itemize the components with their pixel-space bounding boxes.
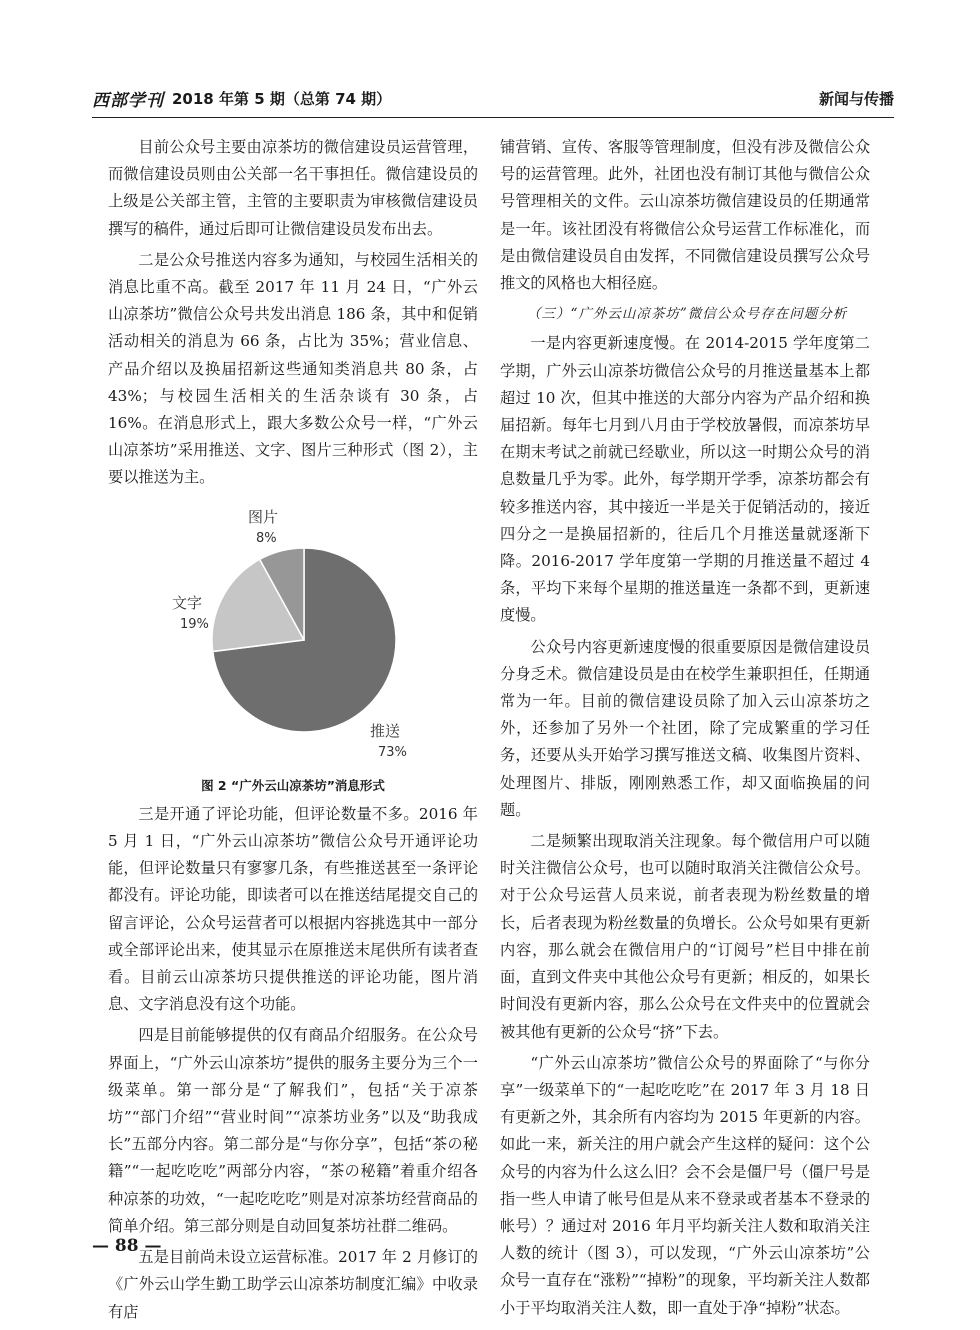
header-rule	[92, 117, 894, 118]
slice-label: 图片	[248, 507, 279, 526]
pie-slices	[212, 548, 396, 732]
paragraph: 五是目前尚未设立运营标准。2017 年 2 月修订的《广外云山学生勤工助学云山凉茶坊制度汇编》中收录有店	[108, 1248, 478, 1321]
slice-label: 文字	[172, 593, 203, 612]
paragraph: 一是内容更新速度慢。在 2014-2015 学年度第二学期，广外云山凉茶坊微信公众号的月推送量基本上都超过 10 次，但其中推送的大部分内容为产品介绍和换届招新。每年七月到八月由于学校放暑假，而凉茶坊早在期末考试之前就已经歇业，所以这一时期公众号的消息数量几乎为零。此外，每学期开学季，凉茶坊都会有较多推送内容，其中接近一半是关于促销活动的，接近四分之一是换届招新的，往后几个月推送量就逐渐下降。2016-2017 学年度第一学期的月推送量不超过 4 条，平均下来每个星期的推送量连一条都不到，更新速度慢。	[500, 334, 870, 625]
running-header	[92, 84, 894, 114]
left-column	[108, 134, 478, 1330]
section-subheading: （三）“广外云山凉茶坊”微信公众号存在问题分析	[527, 306, 848, 323]
journal-logo: 西部学刊	[92, 91, 164, 111]
paragraph: 二是频繁出现取消关注现象。每个微信用户可以随时关注微信公众号，也可以随时取消关注微信公众号。对于公众号运营人员来说，前者表现为粉丝数量的增长，后者表现为粉丝数量的负增长。公众号如果有更新内容，那么就会在微信用户的“订阅号”栏目中排在前面，直到文件夹中其他公众号有更新；相反的，如果长时间没有更新内容，那么公众号在文件夹中的位置就会被其他有更新的公众号“挤”下去。	[500, 832, 870, 1041]
slice-value-label: 19%	[180, 616, 209, 632]
figure-caption: 图 2 “广外云山凉茶坊”消息形式	[201, 777, 385, 793]
slice-label: 推送	[370, 721, 401, 740]
pie-chart	[108, 500, 478, 770]
paragraph: 三是开通了评论功能，但评论数量不多。2016 年 5 月 1 日，“广外云山凉茶坊”微信公众号开通评论功能，但评论数量只有寥寥几条，有些推送甚至一条评论都没有。评论功能，即读者可以在推送结尾提交自己的留言评论，公众号运营者可以根据内容挑选其中一部分或全部评论出来，使其显示在原推送末尾供所有读者查看。目前云山凉茶坊只提供推送的评论功能，图片消息、文字消息没有这个功能。	[108, 804, 478, 1014]
paragraph: 铺营销、宣传、客服等管理制度，但没有涉及微信公众号的运营管理。此外，社团也没有制订其他与微信公众号管理相关的文件。云山凉茶坊微信建设员的任期通常是一年。该社团没有将微信公众号运营工作标准化，而是由微信建设员自由发挥，不同微信建设员撰写公众号推文的风格也大相径庭。	[500, 138, 870, 293]
right-column	[500, 134, 870, 1326]
paragraph: “广外云山凉茶坊”微信公众号的界面除了“与你分享”一级菜单下的“一起吃吃吃”在 2017 年 3 月 18 日有更新之外，其余所有内容均为 2015 年更新的内容。如此一来，新关注的用户就会产生这样的疑问：这个公众号的内容为什么这么旧？会不会是僵尸号（僵尸号是指一些人申请了帐号但是从来不登录或者基本不登录的帐号）？通过对 2016 年月平均新关注人数和取消关注人数的统计（图 3），可以发现，“广外云山凉茶坊”公众号一直存在“涨粉”“掉粉”的现象，平均新关注人数都小于平均取消关注人数，即一直处于净“掉粉”状态。	[500, 1053, 870, 1317]
slice-value-label: 73%	[378, 744, 407, 760]
section-name: 新闻与传播	[818, 90, 894, 108]
paragraph: 公众号内容更新速度慢的很重要原因是微信建设员分身乏术。微信建设员是由在校学生兼职担任，任期通常为一年。目前的微信建设员除了加入云山凉茶坊之外，还参加了另外一个社团，除了完成繁重的学习任务，还要从头开始学习撰写推送文稿、收集图片资料、处理图片、排版，刚刚熟悉工作，却又面临换届的问题。	[500, 637, 870, 819]
slice-value-label: 8%	[256, 530, 277, 546]
figure-2	[108, 500, 478, 770]
issue-info: 2018 年第 5 期（总第 74 期）	[172, 90, 392, 108]
page-number: — 88 —	[92, 1236, 162, 1256]
paragraph: 四是目前能够提供的仅有商品介绍服务。在公众号界面上，“广外云山凉茶坊”提供的服务主要分为三个一级菜单。第一部分是“了解我们”，包括“关于凉茶坊”“部门介绍”“营业时间”“凉茶坊业务”以及“助我成长”五部分内容。第二部分是“与你分享”，包括“茶の秘籍”“一起吃吃吃”两部分内容，“茶の秘籍”着重介绍各种凉茶的功效，“一起吃吃吃”则是对凉茶坊经营商品的简单介绍。第三部分则是自动回复茶坊社群二维码。	[108, 1026, 478, 1235]
paragraph: 二是公众号推送内容多为通知，与校园生活相关的消息比重不高。截至 2017 年 11 月 24 日，“广外云山凉茶坊”微信公众号共发出消息 186 条，其中和促销活动相关的消息为 66 条，占比为 35%；营业信息、产品介绍以及换届招新这些通知类消息共 80 条，占 43%；与校园生活相关的生活杂谈有 30 条，占 16%。在消息形式上，跟大多数公众号一样，“广外云山凉茶坊”采用推送、文字、图片三种形式（图 2），主要以推送为主。	[108, 250, 478, 487]
paragraph: 目前公众号主要由凉茶坊的微信建设员运营管理，而微信建设员则由公关部一名干事担任。微信建设员的上级是公关部主管，主管的主要职责为审核微信建设员撰写的稿件，通过后即可让微信建设员发布出去。	[108, 138, 478, 238]
